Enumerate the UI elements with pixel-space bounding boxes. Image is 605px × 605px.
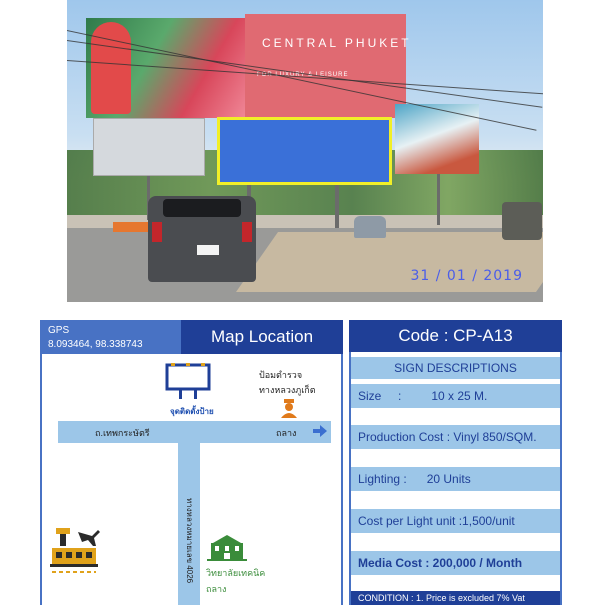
sign-descriptions-heading: SIGN DESCRIPTIONS (351, 357, 560, 379)
police-box-label (259, 368, 316, 398)
truck-taillight (242, 222, 252, 242)
cost-per-light-row: Cost per Light unit :1,500/unit (351, 509, 560, 533)
police-icon (279, 398, 299, 418)
road-name-4026: ทางหลวงหมายเลข 4026 (185, 498, 194, 584)
blank-billboard (93, 118, 205, 176)
truck-license-plate (197, 245, 219, 255)
college-label-line1: วิทยาลัยเทคนิค (206, 568, 266, 578)
road-direction-thalang: ถลาง (276, 428, 297, 438)
college-label (206, 565, 265, 597)
truck-taillight (152, 222, 162, 242)
police-label-line1: ป้อมตำรวจ (259, 370, 303, 380)
production-cost-row: Production Cost : Vinyl 850/SQM. (351, 425, 560, 449)
gps-box (40, 320, 181, 354)
size-row: Size : 10 x 25 M. (351, 384, 560, 408)
truck-window (163, 199, 241, 217)
date-stamp: 31 / 01 / 2019 (410, 268, 523, 284)
billboard-post (437, 170, 440, 225)
condition-row: CONDITION : 1. Price is excluded 7% Vat (351, 591, 560, 605)
billboard-icon (165, 363, 211, 401)
police-label-line2: ทางหลวงภูเก็ต (259, 385, 316, 395)
billboard-location-label: จุดติดตั้งป้าย (170, 407, 214, 416)
sign-code-title: Code : CP-A13 (349, 320, 562, 352)
college-label-line2: ถลาง (206, 584, 227, 594)
road-name-thepkrasattri: ถ.เทพกระษัตรี (95, 428, 150, 438)
target-billboard (217, 117, 392, 185)
truck-right (502, 202, 542, 240)
gps-coordinates: 8.093464, 98.338743 (48, 339, 143, 350)
central-phuket-billboard (245, 14, 406, 118)
lighting-row: Lighting : 20 Units (351, 467, 560, 491)
central-billboard-title: CENTRAL PHUKET (262, 36, 412, 50)
map-title: Map Location (181, 320, 343, 354)
construction-barrier (113, 222, 153, 232)
central-billboard-subtitle: FOR LUXURY & LEISURE (257, 72, 349, 78)
gps-label: GPS (48, 325, 70, 336)
car (354, 216, 386, 238)
airport-icon (48, 522, 100, 580)
arrow-right-icon (313, 425, 327, 437)
billboard-photo (67, 0, 543, 302)
media-cost-row: Media Cost : 200,000 / Month (351, 551, 560, 575)
college-icon (207, 535, 247, 561)
